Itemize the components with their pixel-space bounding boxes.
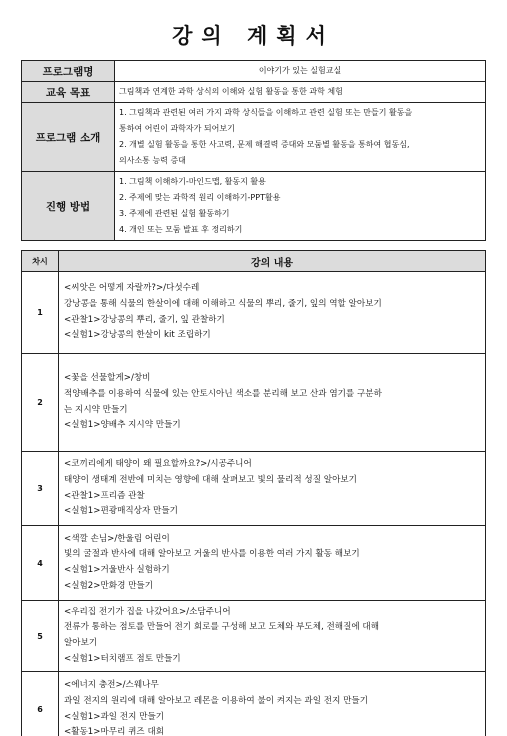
session-content [59,354,486,452]
session-number: 1 [22,272,59,354]
session-line: <실험1>과일 전지 만들기 [64,711,165,722]
session-number: 5 [22,601,59,672]
intro-line: 2. 개별 실험 활동을 통한 사고력, 문제 해결력 증대와 모둠별 활동을 통하여 협동심, [119,140,410,149]
session-row [22,526,486,601]
method-label: 진행 방법 [22,172,115,241]
content-column-header: 강의 내용 [59,251,486,272]
intro-line: 통하여 어린이 과학자가 되어보기 [119,124,235,133]
page-title: 강의 계획서 [172,24,335,48]
session-header-row [22,251,486,272]
session-line: 과일 전지의 원리에 대해 알아보고 레몬을 이용하여 불이 켜지는 과일 전지 만들기 [64,695,369,706]
program-name-row [22,61,486,82]
session-line: <실험1>강낭콩의 한살이 kit 조립하기 [64,330,211,341]
method-value [115,172,486,241]
program-info-table [21,60,486,241]
session-content [59,672,486,736]
session-row [22,672,486,736]
session-line: <관찰1>강낭콩의 뿌리, 줄기, 잎 관찰하기 [64,314,225,325]
session-line: 는 지시약 만들기 [64,404,128,415]
goal-value: 그림책과 연계한 과학 상식의 이해와 실험 활동을 통한 과학 체험 [115,82,486,103]
goal-row [22,82,486,103]
method-line: 2. 주제에 맞는 과학적 원리 이해하기-PPT활용 [119,193,281,202]
session-line: 태양이 생태계 전반에 미치는 영향에 대해 살펴보고 빛의 물리적 성질 알아보기 [64,474,357,485]
session-content [59,526,486,601]
session-line: <관찰1>프리즘 관찰 [64,490,145,501]
session-line: <우리집 전기가 집을 나갔어요>/소담주니어 [64,606,231,617]
session-row [22,601,486,672]
session-line: <색깔 손님>/한울림 어린이 [64,533,170,544]
session-line: 빛의 굴절과 반사에 대해 알아보고 거울의 반사를 이용한 여러 가지 활동 해보기 [64,549,360,560]
session-line: <실험1>터치램프 점토 만들기 [64,653,181,664]
session-line: <에너지 충전>/스웨나무 [64,680,159,691]
session-content [59,272,486,354]
session-row [22,354,486,452]
session-number: 6 [22,672,59,736]
session-row [22,452,486,526]
session-column-header: 차시 [22,251,59,272]
session-line: <코끼리에게 태양이 왜 필요할까요?>/시공주니어 [64,459,252,470]
session-number: 4 [22,526,59,601]
intro-line: 1. 그림책과 관련된 여러 가지 과학 상식들을 이해하고 관련 실험 또는 만들기 활동을 [119,108,413,117]
session-line: <실험1>거울반사 실험하기 [64,565,170,575]
method-line: 4. 개인 또는 모둠 발표 후 정리하기 [119,225,243,234]
session-line: 강낭콩을 통해 식물의 한살이에 대해 이해하고 식물의 뿌리, 줄기, 잎의 역할 알아보기 [64,298,382,309]
session-number: 3 [22,452,59,526]
session-content [59,601,486,672]
session-line: <실험1>양배추 지시약 만들기 [64,420,181,431]
session-schedule-table [21,250,486,736]
session-number: 2 [22,354,59,452]
intro-label: 프로그램 소개 [22,103,115,172]
session-line: <실험2>만화경 만들기 [64,580,154,591]
session-line: 적양배추를 이용하여 식물에 있는 안토시아닌 색소를 분리해 보고 산과 염기를 구분하 [64,388,382,399]
program-name-label: 프로그램명 [22,61,115,82]
session-line: 전류가 통하는 점토를 만들어 전기 회로를 구성해 보고 도체와 부도체, 전해질에 대해 [64,622,380,633]
intro-row [22,103,486,172]
goal-label: 교육 목표 [22,82,115,103]
method-line: 3. 주제에 관련된 실험 활동하기 [119,209,230,218]
intro-value [115,103,486,172]
program-name-value: 이야기가 있는 실험교실 [115,61,486,82]
session-line: <활동1>마무리 퀴즈 대회 [64,727,165,736]
session-row [22,272,486,354]
session-line: <실험1>편광매직상자 만들기 [64,506,178,517]
session-line: 알아보기 [64,638,98,648]
session-line: <씨앗은 어떻게 자랄까?>/다섯수레 [64,283,200,294]
session-content [59,452,486,526]
method-line: 1. 그림책 이해하기-마인드맵, 활동지 활용 [119,177,266,186]
method-row [22,172,486,241]
session-line: <꽃을 선물할게>/창비 [64,373,151,384]
intro-line: 의사소통 능력 증대 [119,156,186,165]
